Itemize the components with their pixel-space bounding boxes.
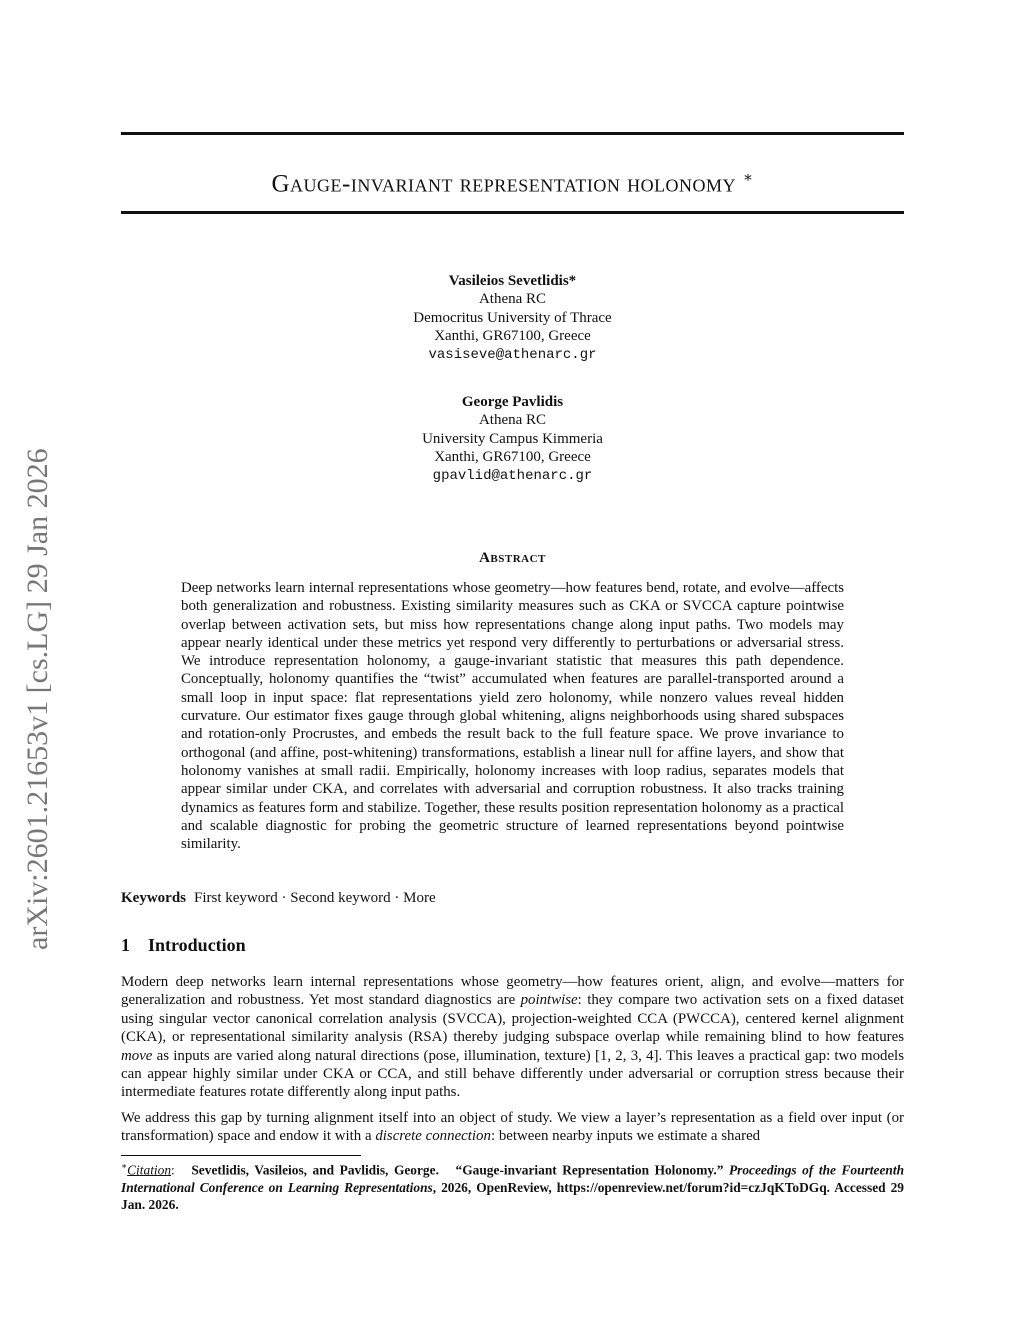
citation-footnote: ∗Citation: Sevetlidis, Vasileios, and Pavlidis, George. “Gauge-invariant Representation Holonomy.” Proceedings of the Fourteenth International Conference on Learning Representations, 2026, OpenReview, https://openreview.net/forum?id=czJqKToDGq. Accessed 29 Jan. 2026. [121,1161,905,1213]
emphasis-text: pointwise [520,992,578,1009]
paper-title [121,160,904,202]
paragraph-text: as inputs are varied along natural directions (pose, illumination, texture) [1, 2, 3, 4]. This leaves a practical gap: two models can appear highly similar under CKA or CCA, and still behave differently under adversarial or corruption stress because their intermediate features rotate differently along input paths. [121,1047,904,1101]
author-affiliation: Athena RC [478,412,547,429]
keywords-line [121,888,904,908]
paragraph-text: : between nearby inputs we estimate a shared [490,1128,761,1145]
paragraph-text: : they compare two activation sets on a fixed dataset using singular vector canonical correlation analysis (SVCCA), projection-weighted CCA (PWCCA), centered kernel alignment (CKA), or representational similarity analysis (RSA) thereby judging subspace overlap while remaining blind to how features [121,992,905,1046]
footnote-rule [121,1155,361,1156]
author-block-1 [121,272,904,364]
paragraph-text: We address this gap by turning alignment itself into an object of study. We view a layer’s representation as a field over input (or transformation) space and endow it with a [121,1110,904,1145]
abstract-heading: Abstract [479,550,546,566]
citation-details[interactable]: , 2026, OpenReview, https://openreview.net/forum?id=czJqKToDGq. Accessed 29 Jan. 2026. [121,1179,904,1213]
author-affiliation: University Campus Kimmeria [422,430,603,447]
emphasis-text: move [121,1047,153,1064]
intro-paragraph-2 [121,1109,904,1147]
citation-venue: Proceedings of the Fourteenth International Conference on Learning Representations [121,1162,905,1195]
author-name: George Pavlidis [461,394,564,410]
citation-title: “Gauge-invariant Representation Holonomy.” [455,1162,724,1178]
author-affiliation: Athena RC [478,291,547,308]
section-title: Introduction [148,935,246,955]
citation-authors: Sevetlidis, Vasileios, and Pavlidis, George. [191,1162,439,1178]
keywords-text: First keyword · Second keyword · More [194,890,436,906]
footnote-marker: ∗ [121,1161,128,1171]
emphasis-text: discrete connection [375,1128,491,1145]
keywords-label: Keywords [121,890,186,906]
section-number: 1 [121,935,130,955]
author-email[interactable]: gpavlid@athenarc.gr [432,467,593,484]
author-block-2 [121,393,904,485]
section-heading [121,933,246,957]
author-name: Vasileios Sevetlidis* [448,273,577,289]
intro-paragraph-1 [121,973,904,1102]
paper-title-text: Gauge-invariant representation holonomy [271,170,737,198]
author-address: Xanthi, GR67100, Greece [434,449,591,466]
title-top-rule [121,132,904,135]
arxiv-stamp[interactable]: arXiv:2601.21653v1 [cs.LG] 29 Jan 2026 [21,448,54,950]
abstract-text: Deep networks learn internal representations whose geometry—how features bend, rotate, and evolve—affects both generalization and robustness. Existing similarity measures such as CKA or SVCCA capture pointwise overlap between activation sets, but miss how representations change along input paths. Two models may appear nearly identical under these metrics yet respond very differently to perturbations or adversarial stress. We introduce representation holonomy, a gauge-invariant statistic that measures this path dependence. Conceptually, holonomy quantifies the “twist” accumulated when features are parallel-transported around a small loop in input space: flat representations yield zero holonomy, while nonzero values reveal hidden curvature. Our estimator fixes gauge through global whitening, aligns neighborhoods using shared subspaces and rotation-only Procrustes, and embeds the result back to the full feature space. We prove invariance to orthogonal (and affine, post-whitening) transformations, establish a linear null for affine layers, and show that holonomy vanishes at small radii. Empirically, holonomy increases with loop radius, separates models that appear similar under CKA, and correlates with adversarial and corruption robustness. It also tracks training dynamics as features form and stabilize. Together, these results position representation holonomy as a practical and scalable diagnostic for probing the geometric structure of learned representations beyond pointwise similarity. [181,580,844,853]
author-affiliation: Democritus University of Thrace [413,309,612,326]
author-email[interactable]: vasiseve@athenarc.gr [428,346,597,363]
author-address: Xanthi, GR67100, Greece [434,328,591,345]
title-bottom-rule [121,211,904,214]
title-footnote-marker[interactable]: ∗ [742,170,754,186]
paragraph-text: Modern deep networks learn internal representations whose geometry—how features orient, align, and evolve—matters for generalization and robustness. Yet most standard diagnostics are [121,974,904,1009]
citation-label: Citation [127,1162,172,1178]
